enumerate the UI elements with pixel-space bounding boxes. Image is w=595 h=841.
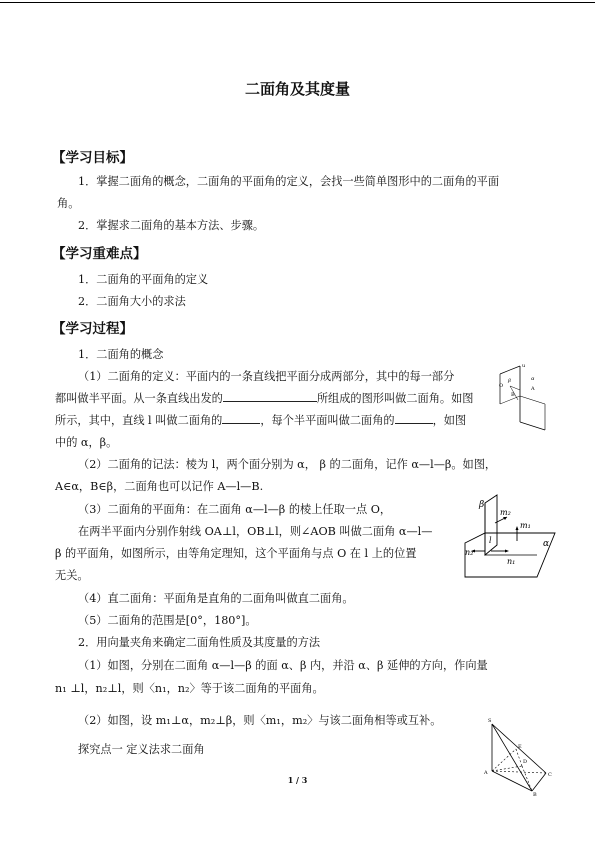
figure2-label-n1: n₁ (507, 557, 516, 566)
page-number: 1 / 3 (287, 775, 308, 785)
pyramid-figure (482, 716, 554, 798)
normal-vector-figure (455, 493, 560, 583)
subsection-heading-concept: 1．二面角的概念 (78, 348, 164, 361)
blank-2 (222, 411, 260, 424)
figure2-label-m1: m₁ (520, 521, 531, 530)
key-point-2: 2．二面角大小的求法 (78, 295, 186, 308)
figure2-plane-beta (485, 495, 497, 555)
figure1-label-O: O (499, 383, 504, 389)
definition-line-3b: ，每个半平面叫做二面角的 (260, 414, 395, 427)
definition-line-3c: ，如图 (432, 414, 467, 427)
page-title: 二面角及其度量 (244, 80, 350, 98)
dihedral-definition-figure (490, 360, 550, 440)
figure1-label-A: A (531, 386, 535, 392)
vector-method-1-line-1: （1）如图，分别在二面角 α—l—β 的面 α、β 内，并沿 α、β 延伸的方向，作向量 (78, 659, 488, 672)
plane-angle-line-1: （3）二面角的平面角：在二面角 α—l—β 的棱上任取一点 O， (78, 503, 392, 516)
dihedral-range: （5）二面角的范围是[0°，180°]。 (78, 614, 257, 627)
figure3-label-D: D (523, 759, 528, 765)
definition-line-3a: 所示，其中，直线 l 叫做二面角的 (55, 414, 223, 427)
section-heading-goals: 【学习目标】 (52, 150, 133, 166)
plane-angle-line-3: β 的平面角，如图所示，由等角定理知，这个平面角与点 O 在 l 上的位置 (55, 547, 417, 560)
definition-line-2a: 都叫做半平面。从一条直线出发的 (55, 392, 223, 405)
figure2-label-beta: β (479, 500, 485, 510)
figure3-label-A: A (484, 770, 488, 776)
figure3-label-B: B (533, 792, 537, 798)
figure2-label-n2: n₂ (465, 548, 474, 557)
definition-line-4: 中的 α，β。 (55, 436, 118, 449)
plane-angle-line-4: 无关。 (55, 569, 89, 582)
vector-method-1-line-2: n₁ ⊥l，n₂⊥l，则〈n₁，n₂〉等于该二面角的平面角。 (55, 682, 324, 695)
blank-3 (395, 411, 433, 424)
figure1-label-B: B (511, 392, 515, 398)
section-heading-key-points: 【学习重难点】 (52, 246, 147, 262)
definition-line-1: （1）二面角的定义：平面内的一条直线把平面分成两部分，其中的每一部分 (78, 370, 455, 383)
header-rule (0, 2, 595, 3)
definition-line-2b: 所组成的图形叫做二面角。如图 (316, 392, 474, 405)
plane-angle-line-2: 在两半平面内分别作射线 OA⊥l，OB⊥l，则∠AOB 叫做二面角 α—l— (78, 525, 433, 538)
definition-line-3 (55, 411, 466, 431)
figure2-label-alpha: α (543, 539, 550, 549)
subsection-heading-vector: 2．用向量夹角来确定二面角性质及其度量的方法 (78, 636, 321, 649)
key-point-1: 1．二面角的平面角的定义 (78, 273, 209, 286)
goal-2: 2．掌握求二面角的基本方法、步骤。 (78, 219, 265, 232)
figure3-label-S: S (488, 718, 492, 724)
figure3-label-C: C (548, 772, 552, 778)
vector-method-2: （2）如图，设 m₁⊥α，m₂⊥β，则〈m₁，m₂〉与该二面角相等或互补。 (78, 714, 442, 727)
definition-line-2 (55, 389, 473, 409)
figure1-label-u: u (522, 363, 526, 369)
figure3-label-E: E (518, 744, 522, 750)
section-heading-process: 【学习过程】 (52, 321, 133, 337)
blank-1 (223, 389, 317, 402)
notation-line-2: A∈α，B∈β，二面角也可以记作 A—l—B. (55, 480, 264, 493)
goal-1-line-2: 角。 (57, 197, 80, 210)
right-dihedral: （4）直二面角：平面角是直角的二面角叫做直二面角。 (78, 592, 354, 605)
notation-line-1: （2）二面角的记法：棱为 l，两个面分别为 α， β 的二面角，记作 α—l—β。如图， (78, 458, 497, 471)
figure2-label-m2: m₂ (500, 508, 511, 517)
figure1-label-beta: β (508, 378, 511, 384)
figure1-label-alpha: α (531, 376, 535, 382)
goal-1-line-1: 1．掌握二面角的概念，二面角的平面角的定义，会找一些简单图形中的二面角的平面 (78, 175, 500, 188)
figure2-label-l: l (489, 536, 492, 545)
explore-point-1: 探究点一 定义法求二面角 (78, 743, 205, 756)
